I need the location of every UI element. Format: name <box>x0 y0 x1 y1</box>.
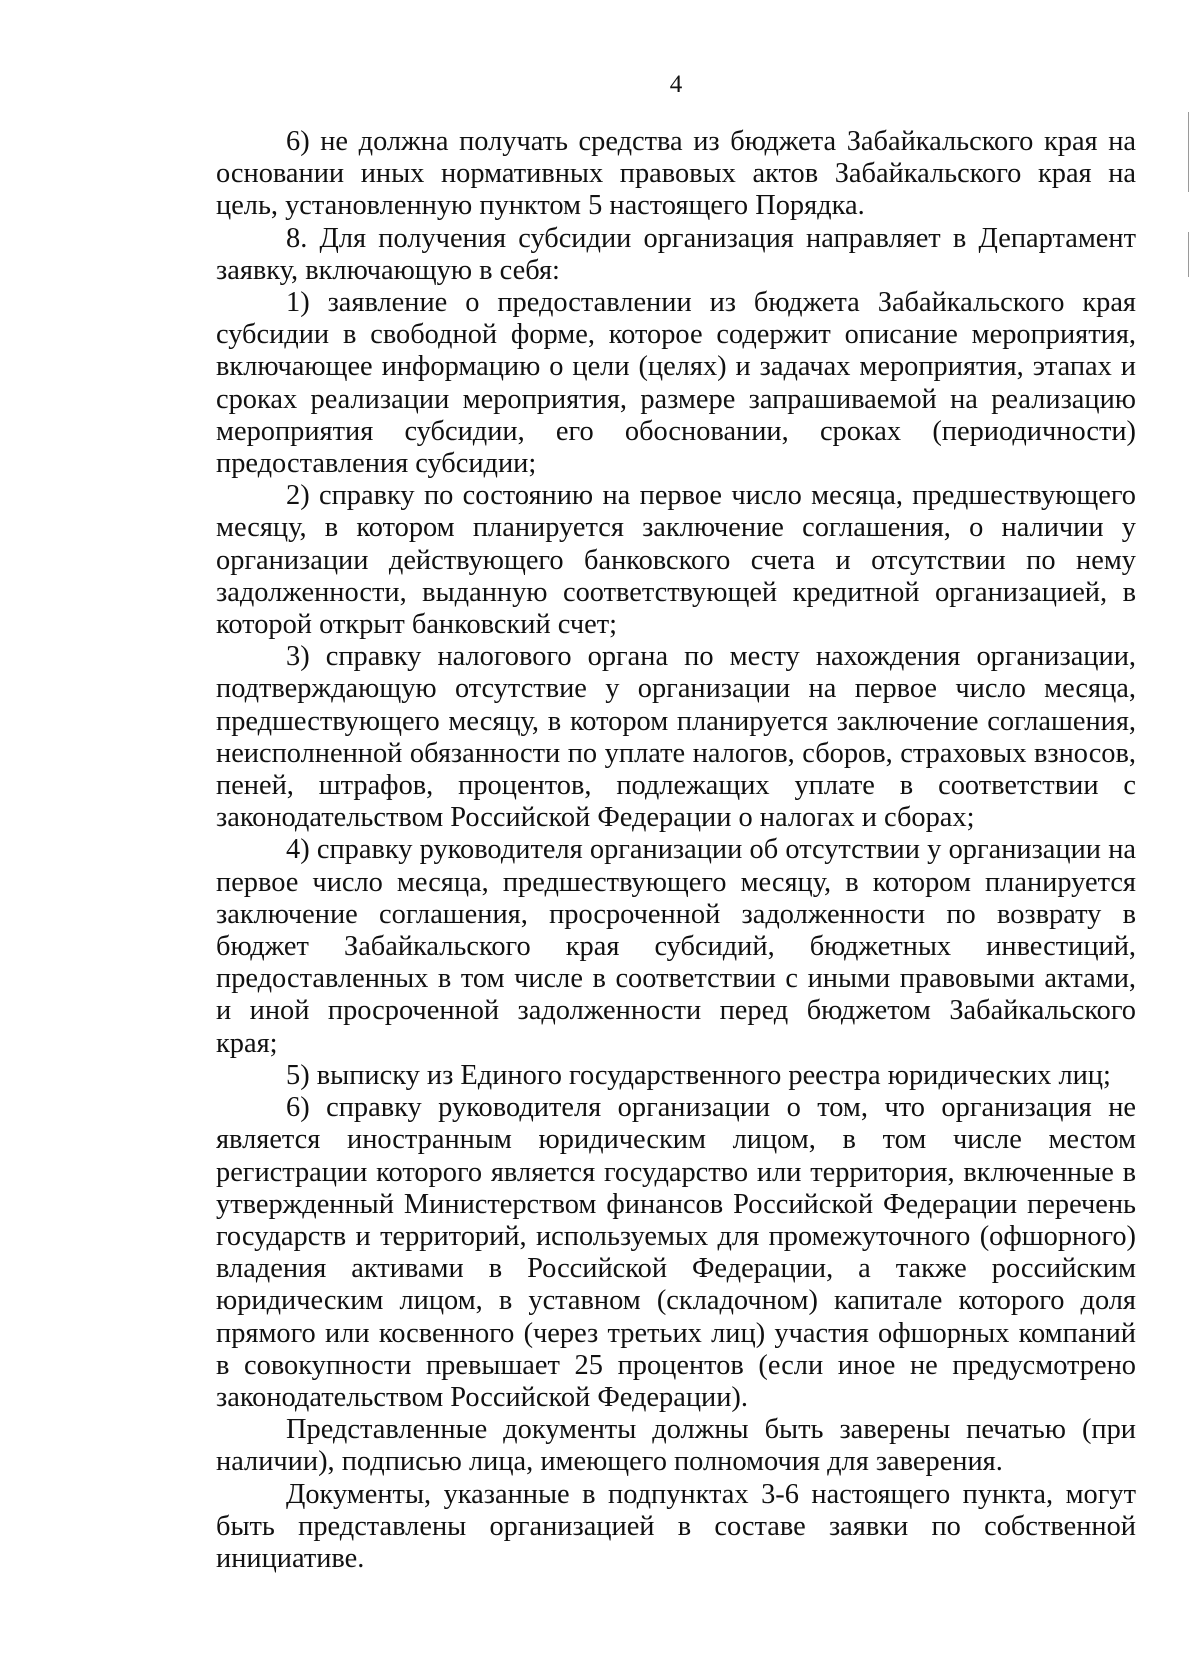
scan-edge-mark <box>1188 232 1189 277</box>
paragraph-section-8: 8. Для получения субсидии организация направляет в Департамент заявку, включающую в себя: <box>216 222 1136 286</box>
paragraph-item-4-debt-certificate: 4) справку руководителя организации об отсутствии у организации на первое число месяца, предшествующего месяцу, в котором планируется заключение соглашения, просроченной задолженности по возврату в бюджет Забайкальского края субсидий, бюджетных инвестиций, предоставленных в том числе в соответствии с иными правовыми актами, и иной просроченной задолженности перед бюджетом Забайкальского края; <box>216 834 1136 1059</box>
paragraph-item-2-bank-certificate: 2) справку по состоянию на первое число месяца, предшествующего месяцу, в котором планируется заключение соглашения, о наличии у организации действующего банковского счета и отсутствии по нему задолженности, выданную соответствующей кредитной организацией, в которой открыт банковский счет; <box>216 480 1136 641</box>
paragraph-item-5-registry-extract: 5) выписку из Единого государственного реестра юридических лиц; <box>286 1059 1111 1091</box>
paragraph-item-6-no-other-funds: 6) не должна получать средства из бюджета Забайкальского края на основании иных нормативных правовых актов Забайкальского края на цель, установленную пунктом 5 настоящего Порядка. <box>216 126 1136 222</box>
paragraph-item-3-tax-certificate: 3) справку налогового органа по месту нахождения организации, подтверждающую отсутствие у организации на первое число месяца, предшествующего месяцу, в котором планируется заключение соглашения, неисполненной обязанности по уплате налогов, сборов, страховых взносов, пеней, штрафов, процентов, подлежащих уплате в соответствии с законодательством Российской Федерации о налогах и сборах; <box>216 641 1136 834</box>
scan-edge-mark <box>1188 112 1189 192</box>
paragraph-optional-documents-note: Документы, указанные в подпунктах 3-6 настоящего пункта, могут быть представлены организацией в составе заявки по собственной инициативе. <box>216 1478 1136 1574</box>
paragraph-item-6-offshore-certificate: 6) справку руководителя организации о том, что организация не является иностранным юридическим лицом, в том числе местом регистрации которого является государство или территория, включенные в утвержденный Министерством финансов Российской Федерации перечень государств и территорий, используемых для промежуточного (офшорного) владения активами в Российской Федерации, а также российским юридическим лицом, в уставном (складочном) капитале которого доля прямого или косвенного (через третьих лиц) участия офшорных компаний в совокупности превышает 25 процентов (если иное не предусмотрено законодательством Российской Федерации). <box>216 1092 1136 1413</box>
paragraph-item-1-application: 1) заявление о предоставлении из бюджета Забайкальского края субсидии в свободной форме, которое содержит описание мероприятия, включающее информацию о цели (целях) и задачах мероприятия, этапах и сроках реализации мероприятия, размере запрашиваемой на реализацию мероприятия субсидии, его обосновании, сроках (периодичности) предоставления субсидии; <box>216 287 1136 480</box>
document-body <box>216 126 1136 1575</box>
page-number: 4 <box>669 71 683 98</box>
paragraph-certification-note: Представленные документы должны быть заверены печатью (при наличии), подписью лица, имеющего полномочия для заверения. <box>216 1414 1136 1478</box>
